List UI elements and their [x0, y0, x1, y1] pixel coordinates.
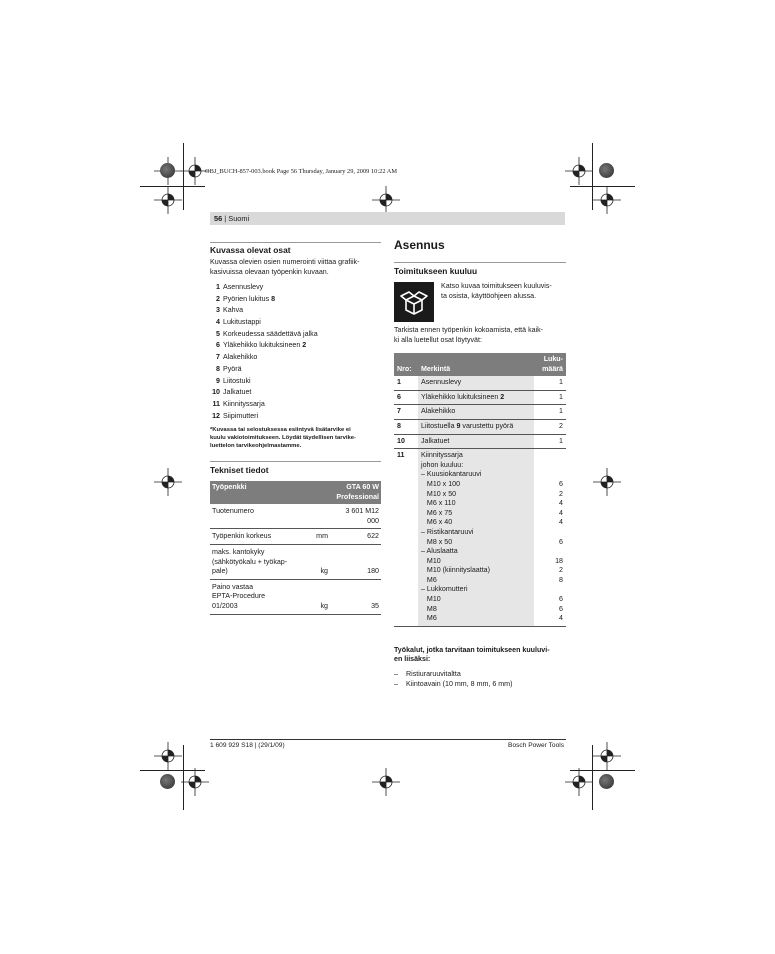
part-label-text: Yläkehikko lukituksineen [223, 341, 303, 350]
scope-item-qty: 2 [559, 566, 563, 575]
scope-row-qty [534, 449, 566, 627]
tools-item-label: Kiintoavain (10 mm, 8 mm, 6 mm) [406, 679, 513, 688]
tools-item-label: Ristiuraruuvitaltta [406, 669, 461, 678]
tech-row-label-line: (sähkötyökalu + työkap- [212, 557, 288, 566]
box-text-line: ta osista, käyttöohjeen alussa. [441, 291, 537, 300]
part-item [210, 341, 380, 353]
tech-row-unit: kg [320, 601, 328, 610]
part-label-text: Pyörien lukitus [223, 294, 272, 303]
scope-item-line [421, 422, 531, 432]
scope-item-text: M6 [421, 575, 437, 584]
tech-row-value: 3 601 M12 000 [345, 507, 379, 525]
tools-section [394, 646, 550, 689]
scope-item-text: M8 x 50 [421, 537, 453, 546]
scope-item-line [421, 480, 531, 490]
footer-rule [210, 739, 566, 740]
section-rule [210, 242, 381, 243]
tools-heading-line: Työkalut, jotka tarvitaan toimitukseen kuuluvi- [394, 646, 550, 654]
scope-item-text: M6 x 40 [421, 518, 453, 527]
scope-item-line [421, 407, 531, 417]
part-number: 10 [212, 388, 220, 397]
tech-head-label: Työpenkki [210, 481, 330, 504]
scope-row [394, 449, 566, 627]
scope-item-line [421, 557, 531, 567]
scope-item-qty: 4 [559, 518, 563, 527]
scope-item-qty: 1 [559, 407, 563, 416]
tech-row-label-line: maks. kantokyky [212, 547, 265, 556]
tech-row-label-line: Tuotenumero [212, 507, 254, 516]
part-number: 11 [212, 399, 220, 408]
part-label-text: Alakehikko [223, 353, 258, 362]
scope-item-line [421, 378, 531, 388]
part-item [210, 330, 380, 342]
page-header-bar [210, 212, 565, 225]
scope-item-text: M10 x 50 [421, 489, 457, 498]
scope-item-text: – Ristikantaruuvi [421, 527, 474, 536]
scope-heading: Toimitukseen kuuluu [394, 266, 478, 276]
part-number: 8 [216, 364, 220, 373]
registration-dot [160, 774, 175, 789]
registration-target [181, 768, 209, 796]
tech-row-label [210, 579, 306, 614]
part-label [223, 318, 261, 330]
part-label-text: Lukitustappi [223, 318, 261, 327]
scope-head-qty-line: määrä [542, 364, 563, 373]
part-number: 9 [216, 376, 220, 385]
part-item [210, 377, 380, 389]
scope-item-text: Yläkehikko lukituksineen [421, 392, 501, 401]
part-label [223, 353, 257, 365]
part-item [210, 295, 380, 307]
scope-row [394, 405, 566, 420]
part-label [223, 341, 306, 353]
part-label-text: Kiinnityssarja [223, 399, 265, 408]
tech-row-label [210, 504, 306, 529]
scope-item-text: M6 x 75 [421, 508, 453, 517]
scope-item-qty [537, 461, 563, 471]
scope-row-nro: 7 [397, 407, 401, 416]
scope-item-line [421, 595, 531, 605]
tech-heading: Tekniset tiedot [210, 465, 269, 475]
scope-item-rest: varustettu pyörä [460, 421, 514, 430]
scope-item-text: Kiinnityssarja [421, 451, 463, 460]
scope-item-qty [537, 451, 563, 461]
box-text [441, 282, 552, 301]
scope-item-text: johon kuuluu: [421, 460, 464, 469]
parts-intro [210, 258, 382, 277]
tools-item: – Ristiuraruuvitaltta [394, 669, 461, 678]
tech-data-table [210, 481, 381, 615]
scope-item-qty: 6 [559, 479, 563, 488]
tech-row-unit [306, 504, 330, 529]
scope-row-qty [534, 390, 566, 405]
scope-row [394, 390, 566, 405]
part-item [210, 306, 380, 318]
part-label [223, 306, 243, 318]
scope-item-qty: 6 [559, 604, 563, 613]
footer-right: Bosch Power Tools [508, 742, 564, 749]
scope-row [394, 376, 566, 390]
tech-row-unit: mm [316, 532, 328, 541]
registration-target [372, 768, 400, 796]
part-number: 5 [216, 329, 220, 338]
scope-row-name [418, 434, 534, 449]
check-text-line: Tarkista ennen työpenkin kokoamista, että kaik- [394, 326, 544, 334]
part-item [210, 318, 380, 330]
tech-table-head [210, 481, 381, 504]
scope-row [394, 419, 566, 434]
scope-item-line [421, 614, 531, 624]
scope-row-nro: 1 [397, 378, 401, 387]
part-number: 7 [216, 353, 220, 362]
scope-row-qty [534, 419, 566, 434]
parts-note-line: kuulu vakiotoimitukseen. Löydät täydellisen tarvike- [210, 435, 357, 442]
tech-row-label-line: pale) [212, 567, 228, 576]
section-title: Asennus [394, 238, 445, 252]
scope-item-qty: 2 [559, 489, 563, 498]
tech-model-name: GTA 60 W [346, 483, 379, 491]
scope-item-text: – Kuusiokantaruuvi [421, 470, 482, 479]
part-number: 3 [216, 306, 220, 315]
scope-item-qty [537, 528, 563, 538]
scope-row [394, 434, 566, 449]
scope-row-nro: 6 [397, 392, 401, 401]
part-label [223, 377, 251, 389]
scope-item-text: – Aluslaatta [421, 547, 458, 556]
scope-item-line [421, 509, 531, 519]
scope-row-qty [534, 405, 566, 420]
section-rule [210, 461, 381, 462]
scope-item-line [421, 490, 531, 500]
scope-item-line [421, 585, 531, 595]
tech-row-label-line: 01/2003 [212, 601, 238, 610]
check-text [394, 326, 543, 345]
registration-target [593, 468, 621, 496]
part-label-text: Liitostuki [223, 376, 251, 385]
registration-target [593, 742, 621, 770]
scope-item-qty: 4 [559, 499, 563, 508]
part-number: 6 [216, 341, 220, 350]
scope-row-name [418, 449, 534, 627]
scope-item-line [421, 437, 531, 447]
parts-heading: Kuvassa olevat osat [210, 245, 291, 255]
part-item [210, 400, 380, 412]
scope-item-qty [537, 470, 563, 480]
tech-row-unit: kg [320, 567, 328, 576]
scope-item-text: M6 [421, 614, 437, 623]
tech-row-label [210, 544, 306, 579]
scope-item-text: Jalkatuet [421, 436, 450, 445]
tech-row-label-line: Työpenkin korkeus [212, 532, 272, 541]
scope-item-text: Liitostuella [421, 421, 457, 430]
part-item [210, 365, 380, 377]
tools-heading [394, 646, 550, 665]
part-label [223, 295, 275, 307]
part-label-text: Kahva [223, 306, 244, 315]
part-label-text: Jalkatuet [223, 388, 252, 397]
scope-row-nro: 11 [397, 451, 405, 460]
parts-note [210, 426, 385, 451]
registration-target [154, 468, 182, 496]
parts-note-line: *Kuvassa tai selostuksessa esiintyvä lisätarvike ei [210, 427, 351, 433]
tech-row-value: 180 [367, 567, 379, 576]
scope-head-qty-line: Luku- [543, 355, 563, 363]
part-label-text: Siipimutteri [223, 411, 259, 420]
page-number: 56 [214, 214, 223, 223]
scope-row-name [418, 390, 534, 405]
tech-row [210, 579, 381, 614]
parts-intro-line: Kuvassa olevien osien numerointi viittaa grafiik- [210, 258, 360, 266]
scope-row-qty [534, 376, 566, 390]
registration-target [593, 186, 621, 214]
scope-item-line [421, 393, 531, 403]
scope-item-line [421, 576, 531, 586]
scope-item-text: Asennuslevy [421, 378, 462, 387]
tech-model-line: Professional [336, 492, 379, 501]
scope-item-line [421, 538, 531, 548]
scope-item-qty: 2 [559, 421, 563, 430]
scope-row-name [418, 376, 534, 390]
scope-item-text: – Lukkomutteri [421, 585, 468, 594]
scope-item-text: M8 [421, 604, 437, 613]
scope-item-qty: 1 [559, 392, 563, 401]
scope-item-line [421, 451, 531, 461]
scope-item-text: Alakehikko [421, 407, 456, 416]
scope-head-qty [534, 353, 566, 376]
scope-item-qty: 4 [559, 614, 563, 623]
part-number: 2 [216, 294, 220, 303]
page-separator: | [222, 214, 229, 223]
registration-dot [599, 163, 614, 178]
box-text-line: Katso kuvaa toimitukseen kuuluvis- [441, 282, 552, 290]
part-number: 4 [216, 318, 220, 327]
scope-item-qty: 8 [559, 575, 563, 584]
part-number: 12 [212, 411, 220, 420]
registration-target [565, 768, 593, 796]
scope-item-text: M10 (kiinnityslaatta) [421, 566, 490, 575]
part-label-text: Korkeudessa säädettävä jalka [223, 329, 318, 338]
part-label [223, 283, 263, 295]
file-header-line: OBJ_BUCH-857-003.book Page 56 Thursday, January 29, 2009 10:22 AM [205, 168, 398, 175]
check-text-line: ki alla luetellut osat löytyvät: [394, 335, 482, 344]
crop-line [183, 143, 184, 210]
scope-row-name [418, 405, 534, 420]
tech-row [210, 504, 381, 529]
tech-row-label-line: EPTA-Procedure [212, 592, 266, 601]
scope-item-line [421, 518, 531, 528]
part-item [210, 412, 380, 424]
scope-item-qty: 1 [559, 436, 563, 445]
delivery-scope-table [394, 353, 566, 627]
registration-dot [160, 163, 175, 178]
scope-item-qty: 1 [559, 378, 563, 387]
scope-item-qty [537, 547, 563, 557]
scope-item-qty: 6 [559, 595, 563, 604]
tech-row-label [210, 529, 306, 545]
scope-item-text: M6 x 110 [421, 499, 456, 508]
part-item [210, 388, 380, 400]
registration-target [154, 742, 182, 770]
part-label [223, 412, 258, 424]
tools-item: – Kiintoavain (10 mm, 8 mm, 6 mm) [394, 679, 513, 688]
scope-item-line [421, 461, 531, 471]
scope-item-line [421, 499, 531, 509]
registration-dot [599, 774, 614, 789]
tech-row [210, 544, 381, 579]
part-item [210, 353, 380, 365]
tech-row-label-line: Paino vastaa [212, 582, 254, 591]
crop-line [570, 770, 635, 771]
scope-item-ref: 2 [500, 392, 505, 401]
parts-list [210, 283, 380, 423]
scope-row-nro: 8 [397, 421, 401, 430]
scope-item-text: M10 [421, 595, 441, 604]
scope-item-text: M10 [421, 556, 441, 565]
part-label-text: Asennuslevy [223, 283, 264, 291]
parts-note-line: luettelon tarvikeohjelmastamme. [210, 443, 302, 450]
open-box-icon [394, 282, 434, 322]
part-label [223, 400, 265, 412]
scope-row-name [418, 419, 534, 434]
scope-item-qty: 4 [559, 508, 563, 517]
scope-row-nro: 10 [397, 436, 405, 445]
registration-target [372, 186, 400, 214]
tech-row [210, 529, 381, 545]
page-language: Suomi [228, 214, 250, 223]
scope-item-qty [537, 585, 563, 595]
scope-item-qty: 6 [559, 537, 563, 546]
crop-line [183, 745, 184, 810]
registration-target [565, 157, 593, 185]
tech-head-model [330, 481, 381, 504]
scope-head-name: Merkintä [418, 353, 534, 376]
part-label [223, 330, 318, 342]
tech-row-value: 35 [371, 601, 379, 610]
part-ref: 8 [271, 294, 276, 303]
scope-row-qty [534, 434, 566, 449]
scope-item-line [421, 566, 531, 576]
part-label-text: Pyörä [223, 364, 242, 373]
crop-line [140, 770, 205, 771]
parts-intro-line: kasivuissa olevaan työpenkin kuvaan. [210, 267, 329, 276]
part-item [210, 283, 380, 295]
crop-line [140, 186, 205, 187]
tech-row-value: 622 [367, 532, 379, 541]
crop-line [592, 745, 593, 810]
part-label [223, 388, 251, 400]
scope-table-head [394, 353, 566, 376]
footer-left: 1 609 929 S18 | (29/1/09) [210, 742, 285, 749]
part-label [223, 365, 242, 377]
scope-item-text: M10 x 100 [421, 479, 461, 488]
crop-line [570, 186, 635, 187]
part-number: 1 [216, 283, 220, 291]
crop-line [592, 143, 593, 210]
scope-item-line [421, 528, 531, 538]
scope-head-nro: Nro: [394, 353, 418, 376]
part-ref: 2 [302, 341, 307, 350]
registration-target [154, 186, 182, 214]
scope-item-line [421, 547, 531, 557]
section-rule [394, 262, 566, 263]
scope-item-line [421, 605, 531, 615]
scope-item-ref: 9 [456, 421, 461, 430]
scope-item-qty: 18 [555, 556, 563, 565]
scope-item-line [421, 470, 531, 480]
tools-heading-line: en liisäksi: [394, 655, 431, 664]
